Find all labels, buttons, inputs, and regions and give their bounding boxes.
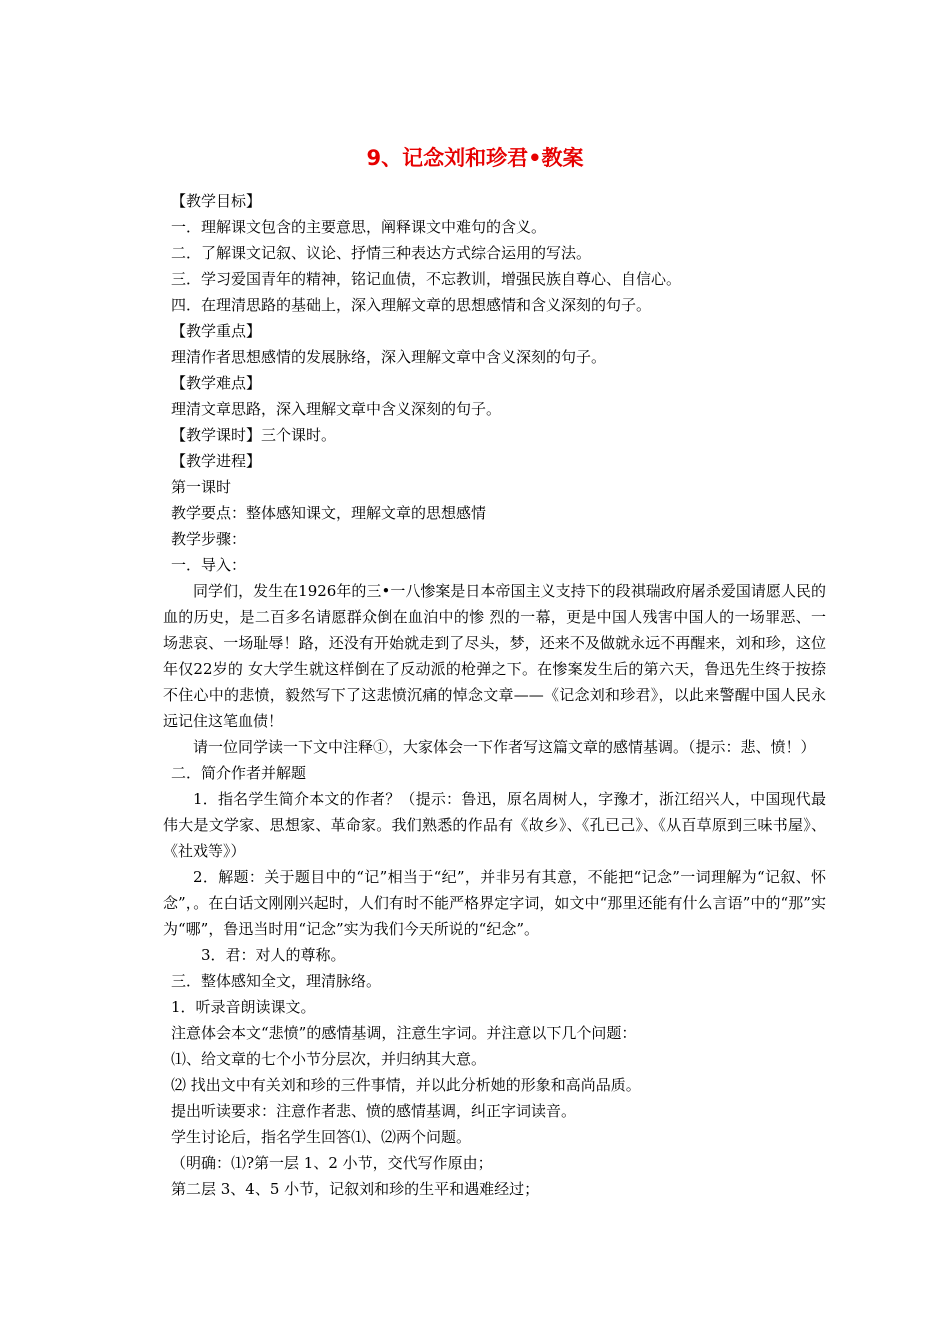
reading-prompt: 请一位同学读一下文中注释①，大家体会一下作者写这篇文章的感情基调。（提示：悲、愤！） (193, 738, 816, 756)
lesson-one: 第一课时 (171, 478, 232, 496)
key-points-text: 理清作者思想感情的发展脉络，深入理解文章中含义深刻的句子。 (171, 348, 607, 366)
objective-2: 二．了解课文记叙、议论、抒情三种表达方式综合运用的写法。 (171, 244, 592, 262)
lesson-key-points: 教学要点：整体感知课文，理解文章的思想感情 (171, 504, 487, 522)
question-2: ⑵ 找出文中有关刘和珍的三件事情，并以此分析她的形象和高尚品质。 (171, 1076, 641, 1094)
objective-4: 四．在理清思路的基础上，深入理解文章的思想感情和含义深刻的句子。 (171, 296, 652, 314)
heading-objectives: 【教学目标】 (171, 192, 262, 210)
document-body (163, 188, 826, 1202)
question-1: ⑴、给文章的七个小节分层次，并归纳其大意。 (171, 1050, 487, 1068)
difficulties-text: 理清文章思路，深入理解文章中含义深刻的句子。 (171, 400, 502, 418)
intro-paragraph: 同学们，发生在1926年的三•一八惨案是日本帝国主义支持下的段祺瑞政府屠杀爱国请愿人民的血的历史，是二百多名请愿群众倒在血泊中的惨 烈的一幕，更是中国人残害中国人的一场罪恶、一场悲哀、一场耻辱！路，还没有开始就走到了尽头，梦，还来不及做就永远不再醒来，刘和珍，这位年仅22岁的 女大学生就这样倒在了反动派的枪弹之下。在惨案发生后的第六天，鲁迅先生终于按捺不住心中的悲愤，毅然写下了这悲愤沉痛的悼念文章——《记念刘和珍君》，以此来警醒中国人民永远记住这笔血债！ (163, 582, 826, 730)
class-hours: 【教学课时】三个课时。 (171, 426, 337, 444)
answer-layer-1: （明确：⑴?第一层 1、2 小节，交代写作原由； (171, 1154, 493, 1172)
objective-1: 一．理解课文包含的主要意思，阐释课文中难句的含义。 (171, 218, 547, 236)
heading-process: 【教学进程】 (171, 452, 262, 470)
author-paragraph: 1．指名学生简介本文的作者？（提示：鲁迅，原名周树人，字豫才，浙江绍兴人，中国现代最伟大是文学家、思想家、革命家。我们熟悉的作品有《故乡》、《孔已己》、《从百草原到三味书屋》、《社戏等》） (163, 790, 826, 860)
document-title: 9、记念刘和珍君•教案 (366, 146, 584, 170)
listen-reading: 1．听录音朗读课文。 (171, 998, 316, 1016)
lesson-steps: 教学步骤： (171, 530, 247, 548)
objective-3: 三．学习爱国青年的精神，铭记血债，不忘教训，增强民族自尊心、自信心。 (171, 270, 682, 288)
title-explanation: 2．解题：关于题目中的“记”相当于“纪”，并非另有其意，不能把“记念”一词理解为“记叙、怀念”，。在白话文刚刚兴起时，人们有时不能严格界定字词，如文中“那里还能有什么言语”中的“那”实为“哪”，鲁迅当时用“记念”实为我们今天所说的“纪念”。 (163, 868, 826, 938)
listen-note: 注意体会本文“悲愤”的感情基调，注意生字词。并注意以下几个问题： (171, 1024, 637, 1042)
heading-key-points: 【教学重点】 (171, 322, 262, 340)
discussion: 学生讨论后，指名学生回答⑴、⑵两个问题。 (171, 1128, 472, 1146)
item-jun: 3．君：对人的尊称。 (201, 946, 346, 964)
answer-layer-2: 第二层 3、4、5 小节，记叙刘和珍的生平和遇难经过； (171, 1180, 540, 1198)
heading-difficulties: 【教学难点】 (171, 374, 262, 392)
section-author: 二．简介作者并解题 (171, 764, 307, 782)
section-overview: 三．整体感知全文，理清脉络。 (171, 972, 382, 990)
step-intro: 一．导入： (171, 556, 247, 574)
listen-requirement: 提出听读要求：注意作者悲、愤的感情基调，纠正字词读音。 (171, 1102, 577, 1120)
